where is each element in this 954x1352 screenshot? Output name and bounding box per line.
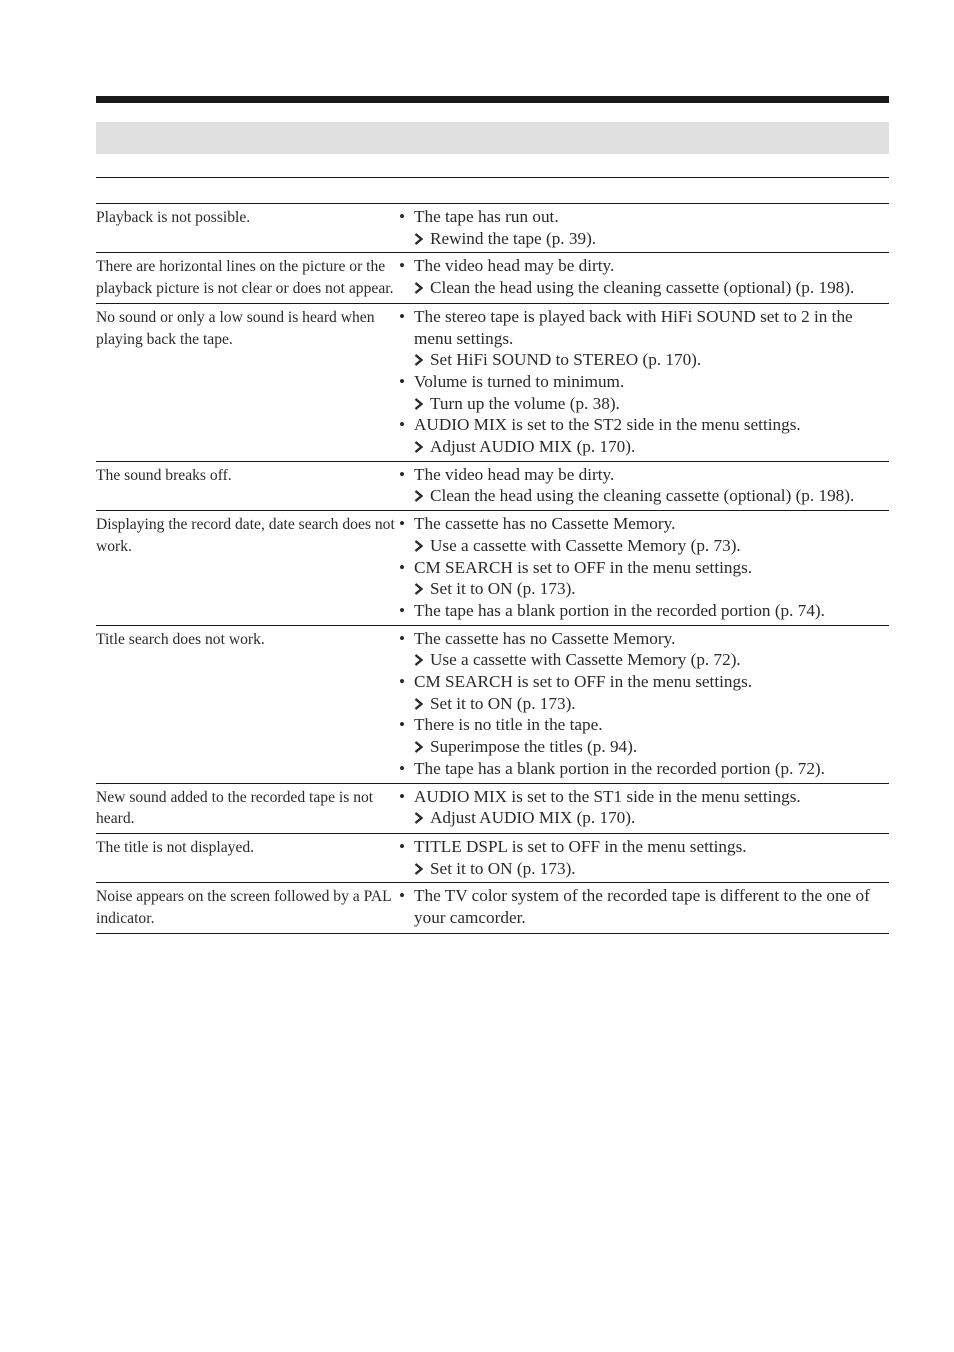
remedy-text: Clean the head using the cleaning cassette (optional) (p. 198).: [430, 486, 855, 506]
remedy-text: Set HiFi SOUND to STEREO (p. 170).: [430, 350, 702, 370]
remedy-text: Set it to ON (p. 173).: [430, 858, 576, 878]
bullet-icon: •: [399, 758, 406, 778]
cause-text: There is no title in the tape.: [414, 715, 603, 735]
cause-item: [396, 786, 889, 808]
cause-item: [396, 671, 889, 693]
cause-item: [396, 557, 889, 579]
cause-item: [396, 306, 889, 349]
bullet-icon: •: [399, 207, 406, 226]
cause-list: [396, 836, 889, 879]
cause-list: [396, 786, 889, 830]
cause-item: [396, 255, 889, 277]
arrow-right-icon: [414, 698, 423, 710]
remedy-text: Set it to ON (p. 173).: [430, 693, 576, 713]
table-body: [96, 204, 889, 934]
symptom-text: Playback is not possible.: [96, 209, 251, 226]
arrow-right-icon: [414, 398, 423, 410]
cause-list: [396, 464, 889, 507]
cause-text: CM SEARCH is set to OFF in the menu settings.: [414, 557, 753, 577]
remedy-item: [396, 349, 889, 371]
arrow-right-icon: [414, 863, 423, 875]
bullet-icon: •: [399, 306, 406, 326]
remedy-item: [396, 535, 889, 557]
cause-item: [396, 885, 889, 928]
bullet-icon: •: [399, 628, 406, 648]
remedy-item: [396, 807, 889, 829]
cause-item: [396, 414, 889, 436]
symptom-text: The title is not displayed.: [96, 838, 255, 856]
cause-list: [396, 885, 889, 929]
remedy-item: [396, 649, 889, 671]
cause-text: The video head may be dirty.: [414, 256, 615, 276]
bullet-icon: •: [399, 371, 406, 391]
remedy-item: [396, 436, 889, 458]
section-header-band: [96, 122, 889, 154]
arrow-right-icon: [414, 282, 423, 294]
remedy-text: Set it to ON (p. 173).: [430, 579, 576, 599]
cause-item: [396, 836, 889, 858]
cause-item: [396, 464, 889, 486]
arrow-right-icon: [414, 441, 423, 453]
arrow-right-icon: [414, 654, 423, 666]
cause-text: AUDIO MIX is set to the ST1 side in the menu settings.: [414, 786, 801, 806]
remedy-item: [396, 693, 889, 715]
cause-text: The cassette has no Cassette Memory.: [414, 628, 676, 648]
symptom-text: The sound breaks off.: [96, 466, 232, 484]
bullet-icon: •: [399, 415, 406, 435]
table-row: [96, 204, 889, 253]
cause-item: [396, 600, 889, 622]
cause-text: TITLE DSPL is set to OFF in the menu settings.: [414, 836, 747, 856]
remedy-text: Use a cassette with Cassette Memory (p. 72).: [430, 650, 741, 670]
cause-text: The TV color system of the recorded tape is different to the one of your camcorder.: [414, 886, 870, 928]
cause-item: [396, 758, 889, 780]
troubleshooting-table: [96, 203, 889, 934]
symptom-text: Title search does not work.: [96, 630, 265, 648]
table-header-rule: [96, 177, 889, 178]
arrow-right-icon: [414, 490, 423, 502]
bullet-icon: •: [399, 836, 406, 856]
remedy-item: [396, 485, 889, 507]
bullet-icon: •: [399, 514, 406, 534]
bullet-icon: •: [399, 886, 406, 906]
cause-text: The tape has a blank portion in the recorded portion (p. 74).: [414, 600, 825, 620]
bullet-icon: •: [399, 600, 406, 620]
cause-item: [396, 371, 889, 393]
cause-list: [396, 255, 889, 299]
remedy-text: Turn up the volume (p. 38).: [430, 393, 620, 413]
remedy-text: Rewind the tape (p. 39).: [430, 228, 597, 248]
arrow-right-icon: [414, 540, 423, 552]
cause-text: The video head may be dirty.: [414, 464, 615, 484]
arrow-right-icon: [414, 583, 423, 595]
bullet-icon: •: [399, 715, 406, 735]
arrow-right-icon: [414, 354, 423, 366]
bullet-icon: •: [399, 786, 406, 806]
cause-text: Volume is turned to minimum.: [414, 371, 625, 391]
symptom-text: Noise appears on the screen followed by a PAL indicator.: [96, 888, 392, 928]
symptom-text: Displaying the record date, date search does not work.: [96, 516, 395, 555]
remedy-text: Adjust AUDIO MIX (p. 170).: [430, 808, 636, 828]
remedy-item: [396, 393, 889, 415]
cause-list: [396, 206, 889, 249]
cause-item: [396, 206, 889, 228]
bullet-icon: •: [399, 557, 406, 577]
table-row: [96, 462, 889, 511]
arrow-right-icon: [414, 812, 423, 824]
table-row: [96, 511, 889, 626]
cause-text: The tape has run out.: [414, 207, 559, 226]
symptom-text: New sound added to the recorded tape is not heard.: [96, 788, 374, 828]
table-row: [96, 834, 889, 883]
bullet-icon: •: [399, 464, 406, 484]
cause-list: [396, 306, 889, 458]
cause-item: [396, 513, 889, 535]
table-row: [96, 784, 889, 834]
cause-list: [396, 628, 889, 780]
remedy-text: Adjust AUDIO MIX (p. 170).: [430, 437, 636, 457]
top-rule: [96, 96, 889, 103]
arrow-right-icon: [414, 741, 423, 753]
remedy-item: [396, 736, 889, 758]
cause-text: The tape has a blank portion in the recorded portion (p. 72).: [414, 758, 825, 778]
remedy-item: [396, 858, 889, 880]
cause-text: The stereo tape is played back with HiFi SOUND set to 2 in the menu settings.: [414, 306, 853, 348]
remedy-item: [396, 578, 889, 600]
cause-item: [396, 628, 889, 650]
table-row: [96, 883, 889, 933]
arrow-right-icon: [414, 233, 423, 245]
table-row: [96, 253, 889, 303]
remedy-item: [396, 228, 889, 250]
table-row: [96, 626, 889, 784]
remedy-text: Clean the head using the cleaning cassette (optional) (p. 198).: [430, 278, 855, 298]
cause-text: AUDIO MIX is set to the ST2 side in the menu settings.: [414, 415, 801, 435]
cause-text: The cassette has no Cassette Memory.: [414, 514, 676, 534]
cause-item: [396, 714, 889, 736]
bullet-icon: •: [399, 672, 406, 692]
symptom-text: There are horizontal lines on the picture or the playback picture is not clear or does not appear.: [96, 258, 394, 298]
table-row: [96, 304, 889, 462]
remedy-item: [396, 277, 889, 299]
remedy-text: Superimpose the titles (p. 94).: [430, 737, 638, 757]
cause-text: CM SEARCH is set to OFF in the menu settings.: [414, 672, 753, 692]
cause-list: [396, 513, 889, 622]
symptom-text: No sound or only a low sound is heard when playing back the tape.: [96, 308, 375, 348]
bullet-icon: •: [399, 256, 406, 276]
remedy-text: Use a cassette with Cassette Memory (p. 73).: [430, 535, 741, 555]
